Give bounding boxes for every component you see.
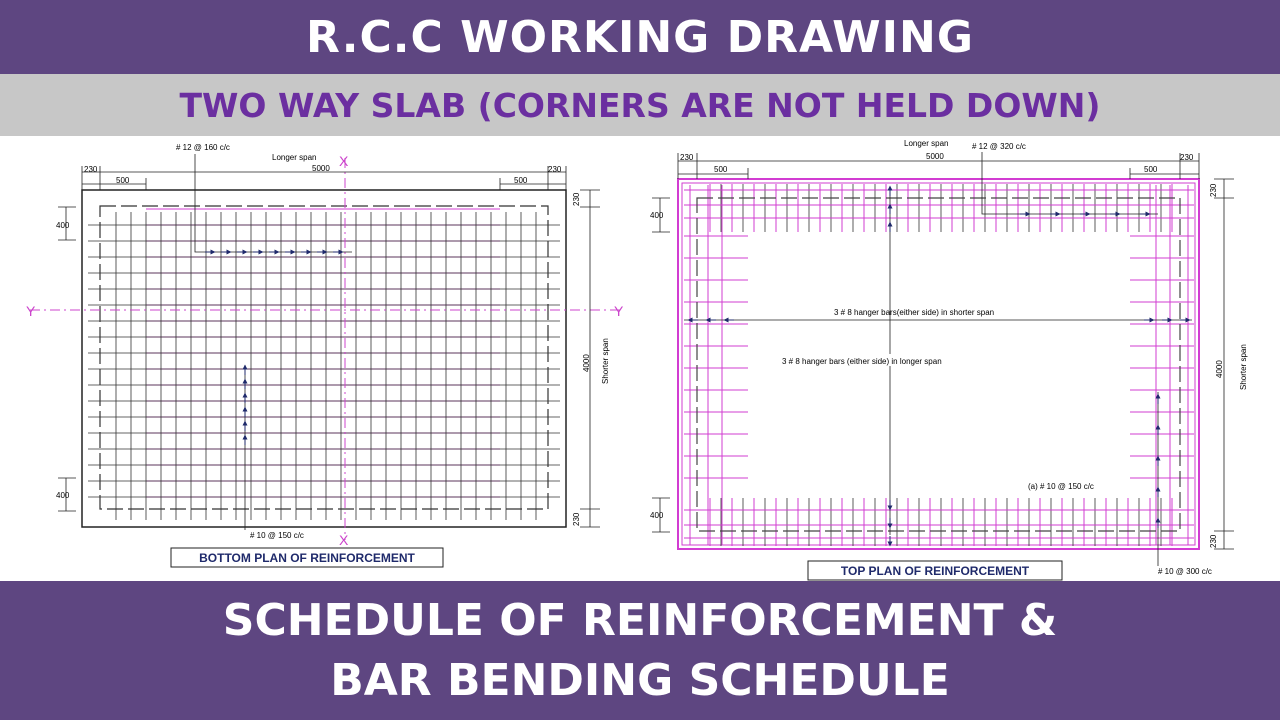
top-dim-500-left: 500 xyxy=(714,165,728,174)
top-bar-10-label: # 10 @ 300 c/c xyxy=(1158,567,1212,576)
bottom-shorter-span-label: Shorter span xyxy=(601,338,610,384)
footer-line-1: SCHEDULE OF REINFORCEMENT & xyxy=(222,594,1058,646)
top-plan xyxy=(650,139,1248,580)
bottom-plan-caption: BOTTOM PLAN OF REINFORCEMENT xyxy=(199,551,415,565)
axis-y-left: Y xyxy=(26,303,36,319)
top-dim-230-right-top: 230 xyxy=(1209,183,1218,197)
top-bar-12-label: # 12 @ 320 c/c xyxy=(972,142,1026,151)
top-bar-a-label: (a) # 10 @ 150 c/c xyxy=(1028,482,1094,491)
page-title: R.C.C WORKING DRAWING xyxy=(306,11,974,63)
top-dim-400-bottom: 400 xyxy=(650,511,664,520)
top-plan-caption: TOP PLAN OF REINFORCEMENT xyxy=(840,564,1030,578)
top-dim-500-right: 500 xyxy=(1144,165,1158,174)
bottom-wall-dashed-outline xyxy=(100,206,548,509)
hanger-long-label: 3 # 8 hanger bars (either side) in longer span xyxy=(782,357,942,366)
footer-line-2: BAR BENDING SCHEDULE xyxy=(330,654,950,706)
hanger-short-label: 3 # 8 hanger bars(either side) in shorter span xyxy=(834,308,995,317)
axis-x-bottom: X xyxy=(339,532,349,548)
bottom-longer-span-label: Longer span xyxy=(272,153,317,162)
top-dim-400-top: 400 xyxy=(650,211,664,220)
top-longer-span-value: 5000 xyxy=(926,152,944,161)
footer-banner xyxy=(0,581,1280,720)
top-shorter-span-label: Shorter span xyxy=(1239,344,1248,390)
reinforcement-drawings xyxy=(0,136,1280,581)
bottom-plan-black-bars xyxy=(88,212,560,520)
page-subtitle: TWO WAY SLAB (CORNERS ARE NOT HELD DOWN) xyxy=(179,85,1101,125)
bottom-dim-230-right-top: 230 xyxy=(572,192,581,206)
top-dim-230-left: 230 xyxy=(680,153,694,162)
bottom-shorter-span-value: 4000 xyxy=(582,354,591,372)
bottom-dim-400-bottom: 400 xyxy=(56,491,70,500)
axis-x-top: X xyxy=(339,153,349,169)
title-banner xyxy=(0,0,1280,74)
top-dim-230-right: 230 xyxy=(1180,153,1194,162)
axis-y-right: Y xyxy=(614,303,624,319)
subtitle-banner xyxy=(0,74,1280,136)
bottom-plan xyxy=(26,143,624,567)
bottom-dim-400-top: 400 xyxy=(56,221,70,230)
bottom-longer-span-value: 5000 xyxy=(312,164,330,173)
bottom-dim-500-left: 500 xyxy=(116,176,130,185)
bottom-dim-230-right: 230 xyxy=(548,165,562,174)
bottom-dim-500-right: 500 xyxy=(514,176,528,185)
bottom-bar-12-label: # 12 @ 160 c/c xyxy=(176,143,230,152)
top-longer-span-label: Longer span xyxy=(904,139,949,148)
bottom-dim-230-left: 230 xyxy=(84,165,98,174)
top-dim-230-right-bottom: 230 xyxy=(1209,534,1218,548)
top-shorter-span-value: 4000 xyxy=(1215,360,1224,378)
bottom-bar-10-label: # 10 @ 150 c/c xyxy=(250,531,304,540)
bottom-dim-230-right-bottom: 230 xyxy=(572,512,581,526)
drawing-area xyxy=(0,136,1280,581)
